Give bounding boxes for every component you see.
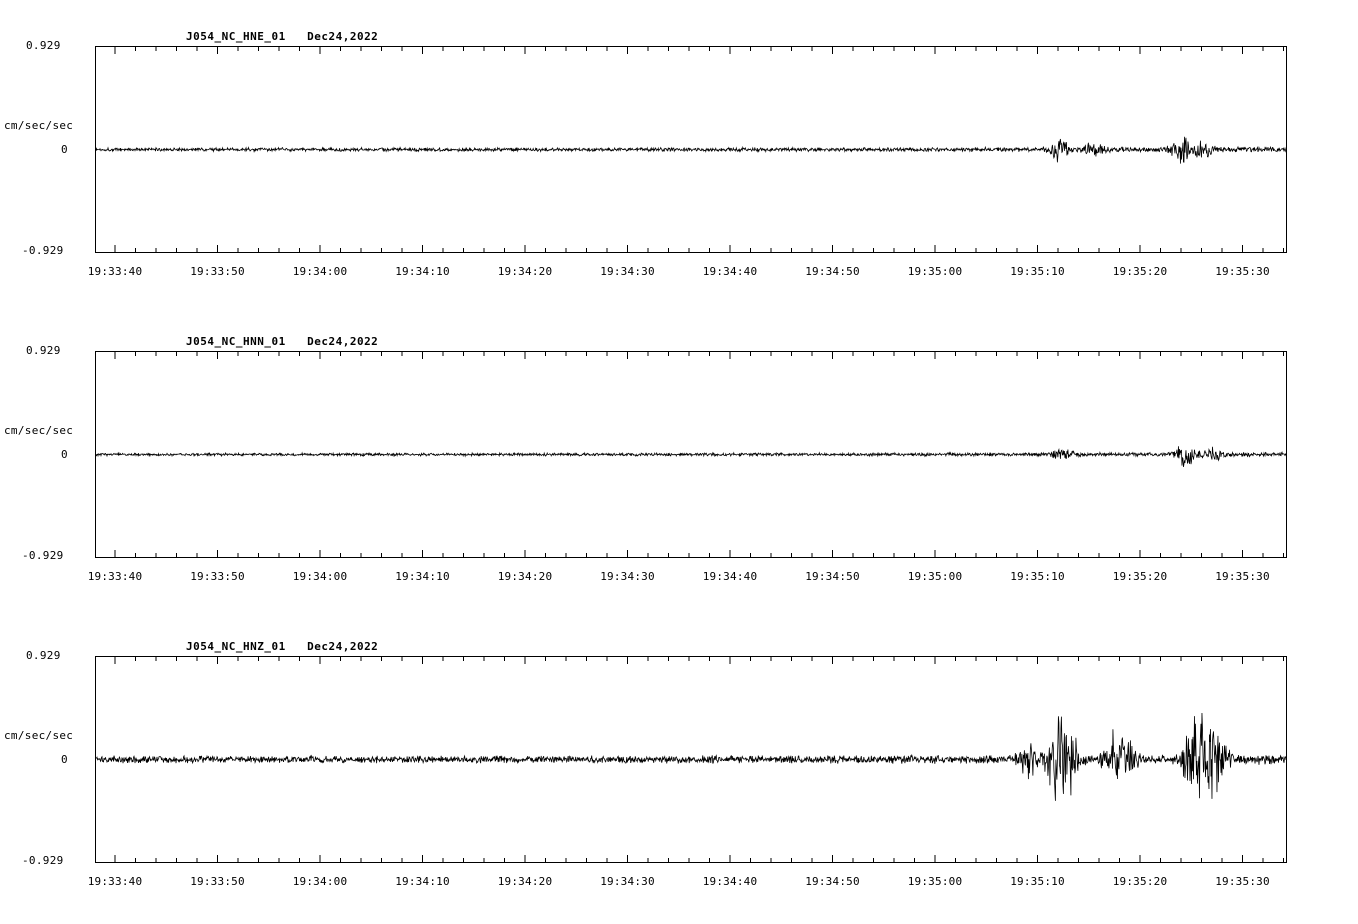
y-axis-zero-label: 0 xyxy=(61,448,68,461)
y-axis-max-label: 0.929 xyxy=(26,39,61,52)
y-axis-units-label: cm/sec/sec xyxy=(4,424,74,437)
x-axis-tick-label: 19:35:10 xyxy=(1010,265,1065,278)
x-axis-tick-label: 19:33:40 xyxy=(87,875,143,888)
plot-area-hne xyxy=(95,46,1287,253)
plot-area-hnn xyxy=(95,351,1287,558)
x-axis-tick-label: 19:35:30 xyxy=(1215,875,1270,888)
x-axis-tick-label: 19:34:30 xyxy=(600,265,655,278)
x-axis-tick-label: 19:35:30 xyxy=(1215,265,1270,278)
panel-title-hnz: J054_NC_HNZ_01 Dec24,2022 xyxy=(186,640,379,653)
x-axis-hnz xyxy=(87,865,1287,895)
waveform-trace-hnz xyxy=(96,657,1286,862)
x-axis-tick-label: 19:34:40 xyxy=(702,875,758,888)
panel-title-hnn: J054_NC_HNN_01 Dec24,2022 xyxy=(186,335,379,348)
x-axis-tick-label: 19:33:50 xyxy=(190,265,245,278)
plot-area-hnz xyxy=(95,656,1287,863)
x-axis-tick-label: 19:35:00 xyxy=(907,265,963,278)
waveform-trace-hnn xyxy=(96,352,1286,557)
x-axis-tick-label: 19:35:00 xyxy=(907,875,963,888)
x-axis-hnn xyxy=(87,560,1287,590)
x-axis-hne xyxy=(87,255,1287,285)
seismogram-panel-hne xyxy=(0,0,1358,300)
x-axis-tick-label: 19:34:00 xyxy=(292,265,348,278)
x-axis-tick-label: 19:34:50 xyxy=(805,875,860,888)
x-axis-tick-label: 19:35:00 xyxy=(907,570,963,583)
y-axis-units-label: cm/sec/sec xyxy=(4,729,74,742)
x-axis-tick-label: 19:34:00 xyxy=(292,570,348,583)
seismogram-panel-hnn xyxy=(0,305,1358,605)
x-axis-tick-label: 19:34:40 xyxy=(702,265,758,278)
x-axis-tick-label: 19:33:40 xyxy=(87,265,143,278)
seismogram-panel-hnz xyxy=(0,610,1358,924)
y-axis-units-label: cm/sec/sec xyxy=(4,119,74,132)
x-axis-tick-label: 19:33:40 xyxy=(87,570,143,583)
y-axis-zero-label: 0 xyxy=(61,143,68,156)
x-axis-tick-label: 19:34:00 xyxy=(292,875,348,888)
waveform-trace-hne xyxy=(96,47,1286,252)
x-axis-tick-label: 19:35:20 xyxy=(1112,265,1168,278)
x-axis-tick-label: 19:34:10 xyxy=(395,875,450,888)
x-axis-tick-label: 19:35:30 xyxy=(1215,570,1270,583)
x-axis-tick-label: 19:34:20 xyxy=(497,265,553,278)
x-axis-tick-label: 19:34:50 xyxy=(805,570,860,583)
x-axis-tick-label: 19:34:10 xyxy=(395,570,450,583)
x-axis-tick-label: 19:34:20 xyxy=(497,875,553,888)
x-axis-tick-label: 19:35:20 xyxy=(1112,875,1168,888)
x-axis-tick-label: 19:35:20 xyxy=(1112,570,1168,583)
y-axis-min-label: -0.929 xyxy=(22,549,64,562)
x-axis-tick-label: 19:34:30 xyxy=(600,570,655,583)
y-axis-min-label: -0.929 xyxy=(22,244,64,257)
x-axis-tick-label: 19:34:50 xyxy=(805,265,860,278)
x-axis-tick-label: 19:33:50 xyxy=(190,875,245,888)
x-axis-tick-label: 19:34:30 xyxy=(600,875,655,888)
y-axis-min-label: -0.929 xyxy=(22,854,64,867)
x-axis-tick-label: 19:34:20 xyxy=(497,570,553,583)
x-axis-tick-label: 19:35:10 xyxy=(1010,570,1065,583)
x-axis-tick-label: 19:35:10 xyxy=(1010,875,1065,888)
x-axis-tick-label: 19:33:50 xyxy=(190,570,245,583)
y-axis-max-label: 0.929 xyxy=(26,344,61,357)
y-axis-max-label: 0.929 xyxy=(26,649,61,662)
panel-title-hne: J054_NC_HNE_01 Dec24,2022 xyxy=(186,30,379,43)
y-axis-zero-label: 0 xyxy=(61,753,68,766)
x-axis-tick-label: 19:34:40 xyxy=(702,570,758,583)
x-axis-tick-label: 19:34:10 xyxy=(395,265,450,278)
